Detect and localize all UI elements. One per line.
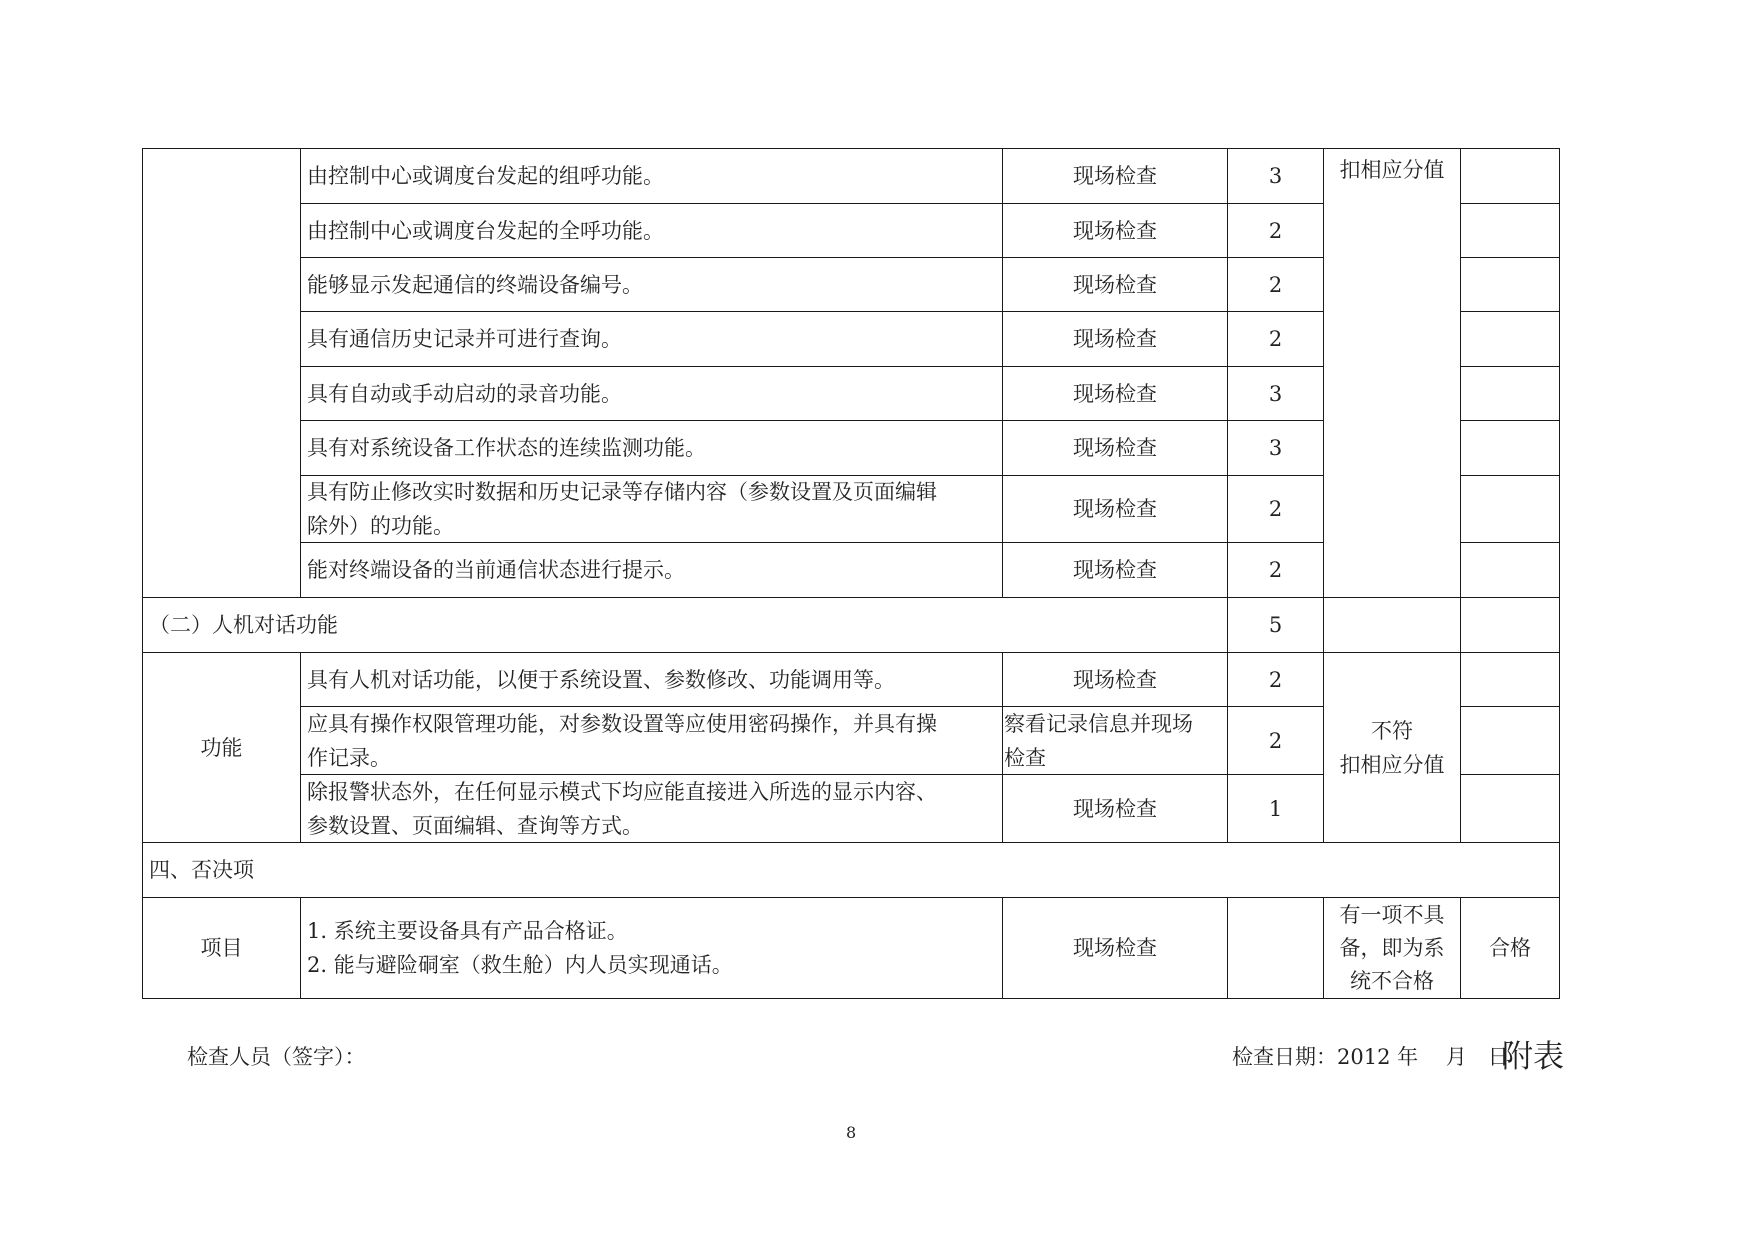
row-divider: [1460, 311, 1560, 312]
item-text: 由控制中心或调度台发起的全呼功能。: [307, 218, 664, 243]
appendix-label: 附表: [1502, 1039, 1564, 1075]
check-method: 现场检查: [1073, 936, 1157, 960]
item-text: 具有对系统设备工作状态的连续监测功能。: [307, 436, 706, 460]
category-label: 功能: [200, 735, 243, 760]
score-value: 3: [1268, 164, 1283, 188]
check-method: 现场检查: [1073, 558, 1157, 582]
score-value: 3: [1268, 436, 1283, 460]
page-number: 8: [846, 1123, 857, 1142]
check-method: 现场检查: [1073, 667, 1157, 692]
score-value: 2: [1268, 558, 1283, 582]
item-text: 由控制中心或调度台发起的组呼功能。: [307, 164, 664, 188]
score-value: 2: [1268, 327, 1283, 351]
col-divider: [1460, 148, 1461, 842]
check-method: 现场检查: [1073, 497, 1157, 521]
row-divider: [1460, 706, 1560, 707]
score-value: 2: [1268, 667, 1283, 692]
veto-result: 合格: [1489, 936, 1531, 960]
item-text: 具有自动或手动启动的录音功能。: [307, 381, 622, 406]
score-value: 2: [1268, 497, 1283, 521]
check-method: 现场检查: [1073, 796, 1157, 821]
item-text: 具有人机对话功能，以便于系统设置、参数修改、功能调用等。: [307, 667, 895, 692]
item-text: 能对终端设备的当前通信状态进行提示。: [307, 558, 685, 582]
row-divider: [1460, 420, 1560, 421]
inspection-date-label: 检查日期：2012 年 月 日: [1232, 1045, 1509, 1069]
row-divider: [1460, 203, 1560, 204]
score-value: 3: [1268, 381, 1283, 406]
check-method: 现场检查: [1073, 272, 1157, 297]
item-text: 具有通信历史记录并可进行查询。: [307, 327, 622, 351]
check-method: 察看记录信息并现场 检查: [1004, 711, 1193, 770]
item-text: 应具有操作权限管理功能，对参数设置等应使用密码操作，并具有操 作记录。: [307, 711, 937, 770]
item-text: 除报警状态外，在任何显示模式下均应能直接进入所选的显示内容、 参数设置、页面编辑、查询等方式。: [307, 779, 937, 838]
check-method: 现场检查: [1073, 327, 1157, 351]
score-value: 2: [1268, 218, 1283, 243]
row-divider: [1460, 774, 1560, 775]
col-divider: [1227, 897, 1228, 998]
check-method: 现场检查: [1073, 218, 1157, 243]
score-value: 2: [1268, 272, 1283, 297]
score-value: 1: [1268, 796, 1283, 821]
row-divider: [1460, 542, 1560, 543]
group1-deduction-rule: 扣相应分值: [1339, 158, 1445, 182]
table-bottom-border: [142, 998, 1560, 999]
group2-deduction-rule: 不符 扣相应分值: [1339, 718, 1445, 777]
table-right-border: [1559, 148, 1560, 998]
item-text: 能够显示发起通信的终端设备编号。: [307, 272, 643, 297]
check-method: 现场检查: [1073, 164, 1157, 188]
inspector-signature-label: 检查人员（签字）：: [187, 1045, 366, 1069]
section-title: （二）人机对话功能: [149, 613, 338, 637]
veto-rule: 有一项不具 备，即为系 统不合格: [1339, 902, 1445, 993]
score-value: 2: [1268, 728, 1283, 753]
check-method: 现场检查: [1073, 381, 1157, 406]
section-title: 四、否决项: [149, 858, 254, 882]
veto-items: 1. 系统主要设备具有产品合格证。 2. 能与避险硐室（救生舱）内人员实现通话。: [307, 919, 733, 977]
veto-label: 项目: [200, 936, 243, 960]
check-method: 现场检查: [1073, 436, 1157, 460]
row-divider: [1460, 475, 1560, 476]
item-text: 具有防止修改实时数据和历史记录等存储内容（参数设置及页面编辑 除外）的功能。: [307, 480, 937, 538]
row-divider: [1460, 366, 1560, 367]
section-score: 5: [1268, 613, 1283, 637]
row-divider: [1460, 257, 1560, 258]
